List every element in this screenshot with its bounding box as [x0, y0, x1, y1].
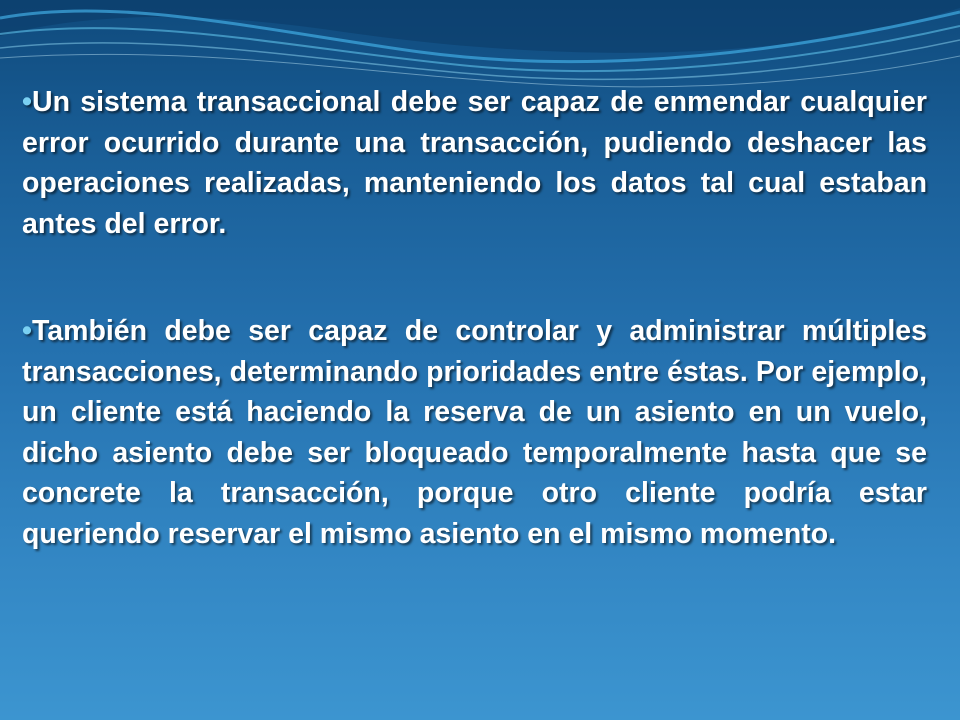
- bullet-dot-icon: •: [22, 86, 32, 118]
- bullet-paragraph-1: [22, 82, 927, 244]
- bullet-paragraph-2: [22, 311, 927, 554]
- slide-content: [22, 82, 927, 554]
- paragraph-2-text: También debe ser capaz de controlar y administrar múltiples transacciones, determinando prioridades entre éstas. Por ejemplo, un cliente está haciendo la reserva de un asiento en un vuelo, dicho asiento debe ser bloqueado temporalmente hasta que se concrete la transacción, porque otro cliente podría estar queriendo reservar el mismo asiento en el mismo momento.: [22, 315, 927, 550]
- paragraph-1-text: Un sistema transaccional debe ser capaz de enmendar cualquier error ocurrido durante una transacción, pudiendo deshacer las operaciones realizadas, manteniendo los datos tal cual estaban antes del error.: [22, 86, 927, 240]
- bullet-dot-icon: •: [22, 315, 32, 347]
